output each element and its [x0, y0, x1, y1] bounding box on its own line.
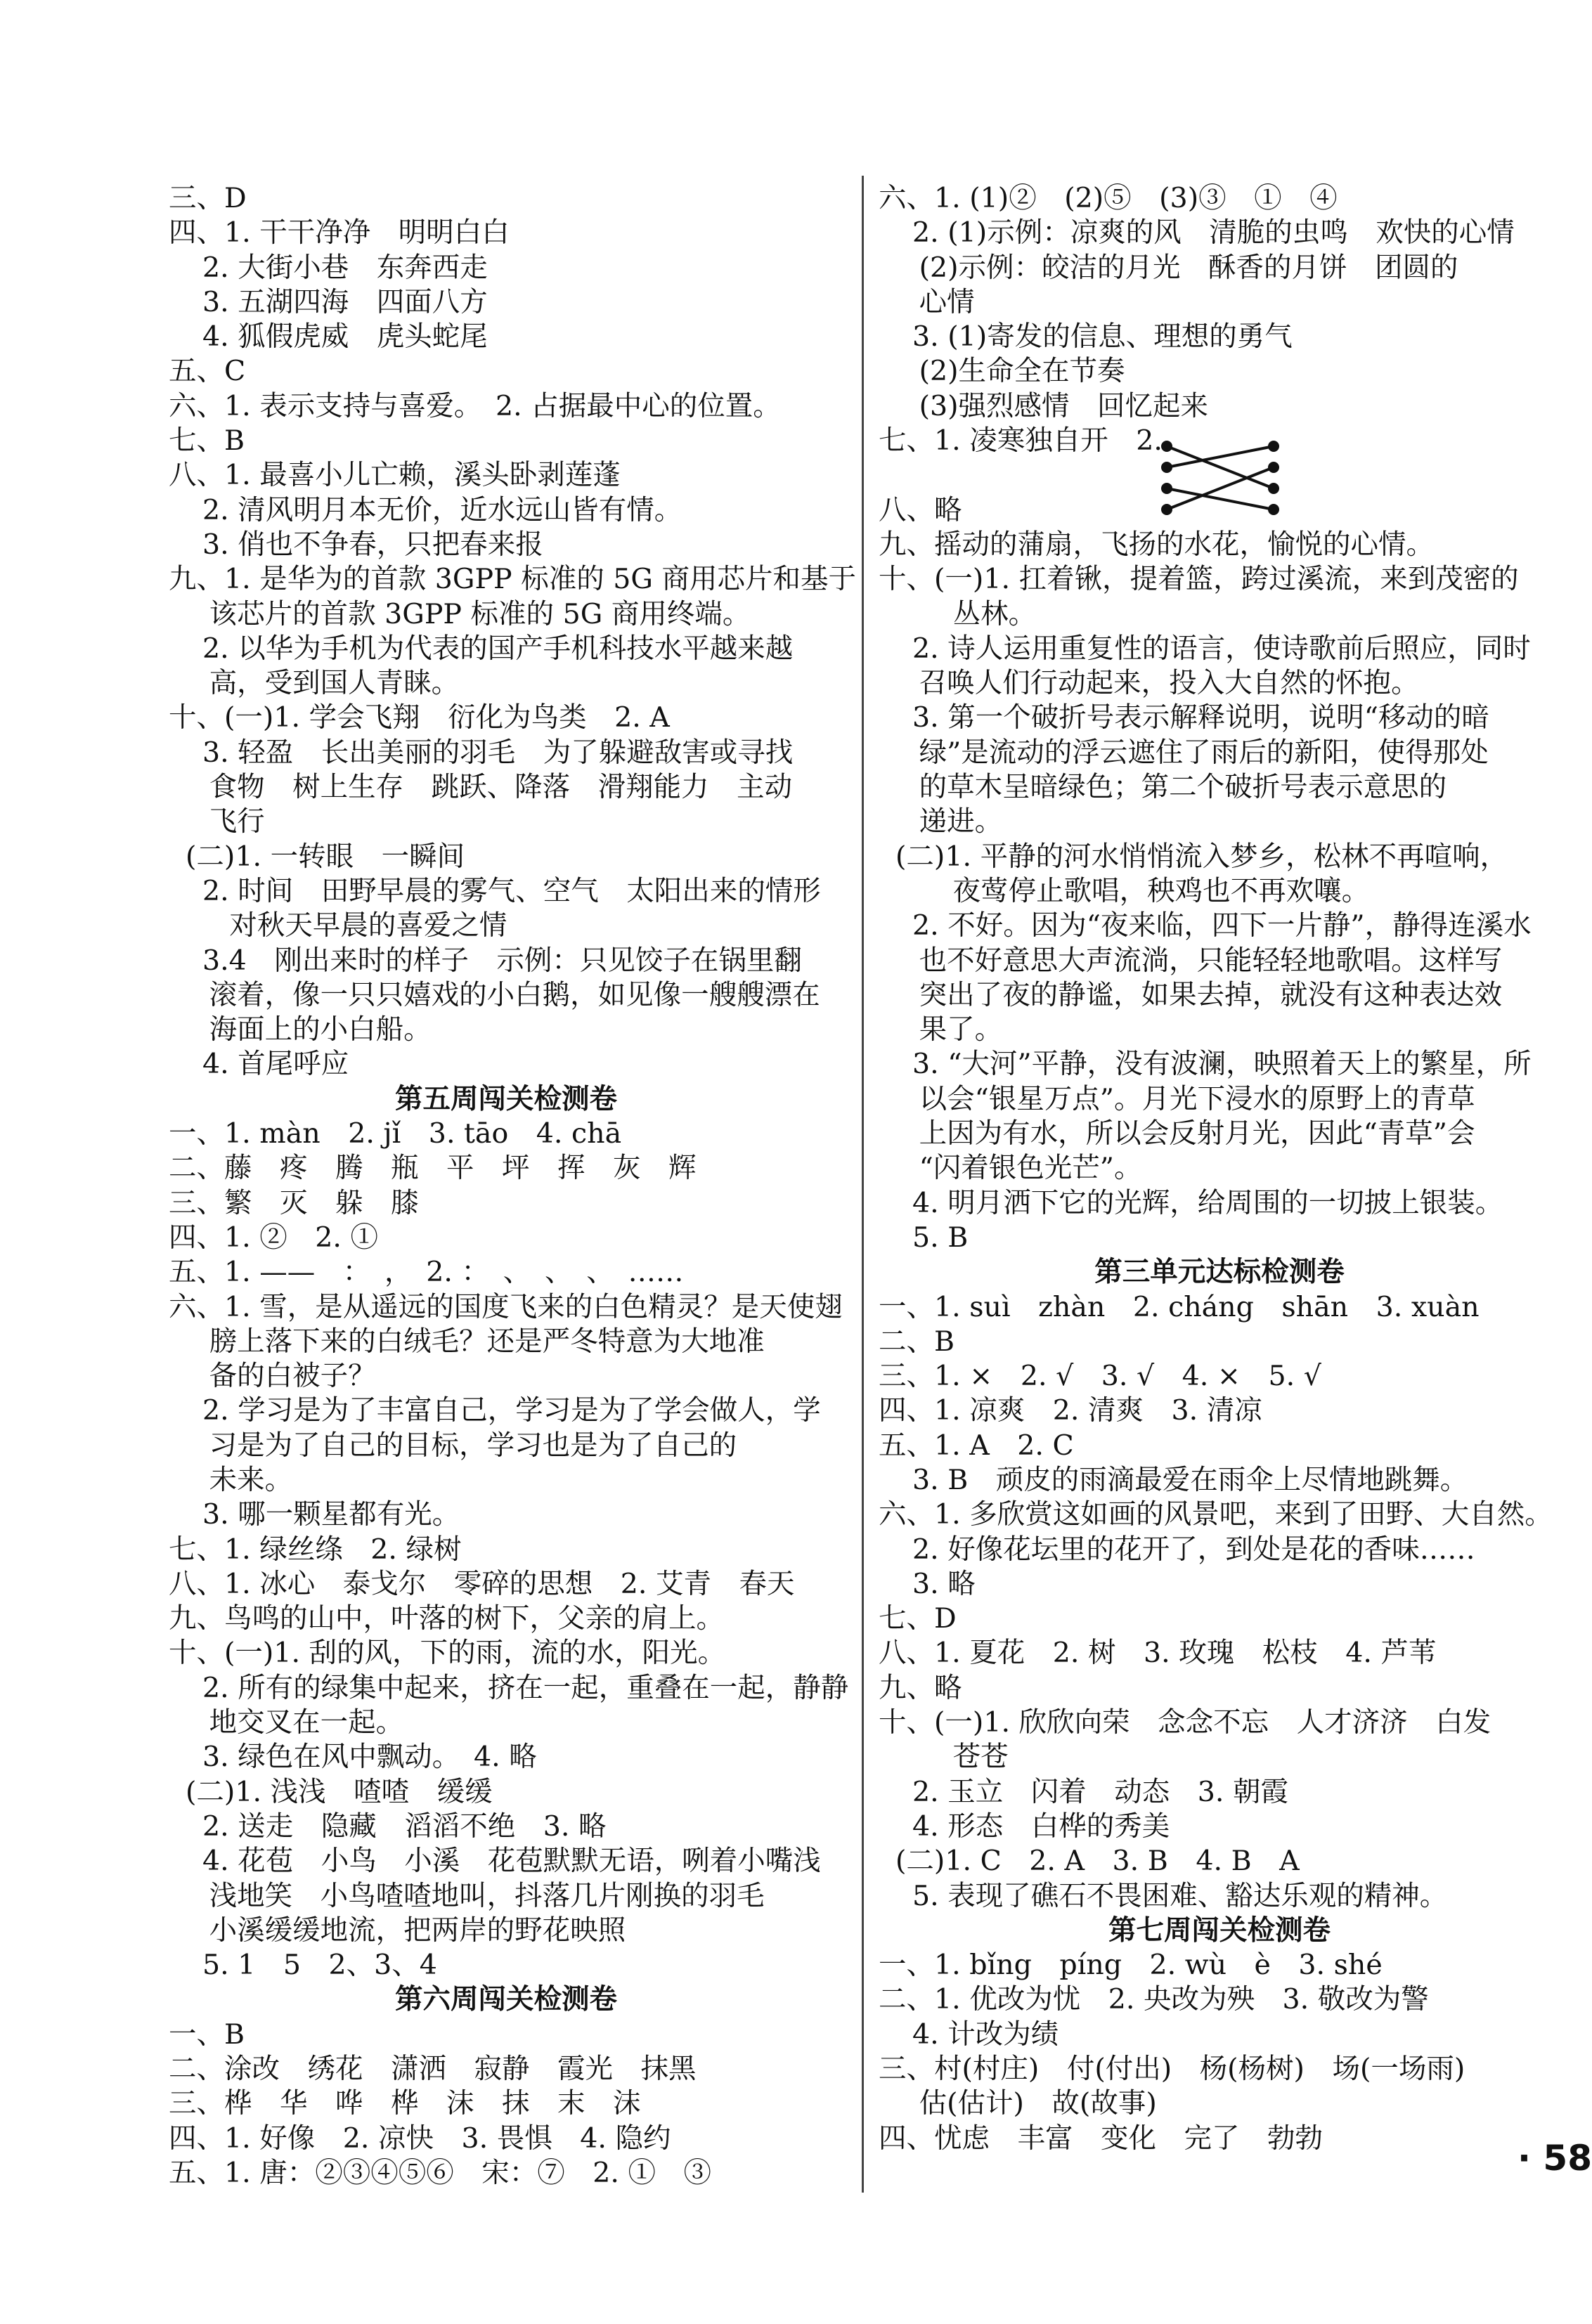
answer-line: 三、桦 华 哗 桦 沫 抹 末 沫	[169, 2087, 641, 2120]
page-number: · 58	[1517, 2138, 1592, 2179]
answer-line: 五、1. A 2. C	[879, 1429, 1074, 1462]
answer-line: 未来。	[209, 1463, 293, 1496]
section-heading: 第五周闯关检测卷	[395, 1082, 617, 1115]
answer-line: 三、繁 灭 躲 膝	[169, 1186, 419, 1219]
answer-line: 滚着，像一只只嬉戏的小白鹅，如见像一艘艘漂在	[209, 978, 820, 1011]
answer-line: 4. 计改为绩	[912, 2018, 1059, 2051]
answer-line: 2. 以华为手机为代表的国产手机科技水平越来越	[202, 632, 794, 665]
answer-line: 2. 清风明月本无价，近水远山皆有情。	[202, 493, 682, 526]
answer-line: 苍苍	[952, 1741, 1009, 1774]
answer-line: 二、涂改 绣花 潇洒 寂静 霞光 抹黑	[169, 2053, 697, 2086]
answer-line: 四、1. ② 2. ①	[169, 1221, 378, 1254]
answer-line: 绿”是流动的浮云遮住了雨后的新阳，使得那处	[919, 736, 1489, 769]
answer-line: 召唤人们行动起来，投入大自然的怀抱。	[919, 667, 1419, 700]
answer-line: 八、略	[879, 493, 962, 526]
answer-line: 五、1. —— ： ， 2. ： 、 、 、 ……	[169, 1256, 684, 1289]
answer-line: 3. 五湖四海 四面八方	[202, 285, 488, 318]
answer-line: 四、忧虑 丰富 变化 完了 勃勃	[879, 2122, 1323, 2155]
answer-line: 5. B	[912, 1221, 969, 1254]
answer-line: 该芯片的首款 3GPP 标准的 5G 商用终端。	[209, 597, 751, 630]
answer-line: 六、1. (1)② (2)⑤ (3)③ ① ④	[879, 182, 1338, 214]
answer-line: 六、1. 雪，是从遥远的国度飞来的白色精灵？是天使翅	[169, 1290, 843, 1323]
answer-line: 估(估计) 故(故事)	[919, 2087, 1157, 2120]
answer-line: 3. “大河”平静，没有波澜，映照着天上的繁星，所	[912, 1048, 1532, 1081]
answer-line: 3. 轻盈 长出美丽的羽毛 为了躲避敌害或寻找	[202, 736, 794, 769]
answer-line: 5. 1 5 2、3、4	[202, 1949, 437, 1982]
answer-line: 八、1. 冰心 泰戈尔 零碎的思想 2. 艾青 春天	[169, 1567, 795, 1600]
answer-line: 2. 时间 田野早晨的雾气、空气 太阳出来的情形	[202, 874, 821, 907]
answer-line: 2. 送走 隐藏 滔滔不绝 3. 略	[202, 1810, 607, 1843]
answer-line: 九、1. 是华为的首款 3GPP 标准的 5G 商用芯片和基于	[169, 563, 856, 596]
answer-line: 果了。	[919, 1013, 1003, 1046]
answer-line: 2. 所有的绿集中起来，挤在一起，重叠在一起，静静	[202, 1671, 849, 1704]
answer-line: 七、B	[169, 424, 245, 457]
answer-line: 七、D	[879, 1602, 957, 1635]
answer-line: 上因为有水，所以会反射月光，因此“青草”会	[919, 1117, 1475, 1150]
answer-line: 4. 狐假虎威 虎头蛇尾	[202, 320, 488, 353]
answer-line: 地交叉在一起。	[209, 1706, 404, 1739]
answer-line: 4. 花苞 小鸟 小溪 花苞默默无语，咧着小嘴浅	[202, 1845, 821, 1878]
answer-line: 三、1. × 2. √ 3. √ 4. × 5. √	[879, 1360, 1321, 1393]
answer-line: (二)1. C 2. A 3. B 4. B A	[895, 1845, 1300, 1878]
answer-line: 小溪缓缓地流，把两岸的野花映照	[209, 1914, 626, 1947]
answer-line: 3. B 顽皮的雨滴最爱在雨伞上尽情地跳舞。	[912, 1463, 1468, 1496]
answer-line: “闪着银色光芒”。	[919, 1152, 1142, 1185]
answer-line: 六、1. 多欣赏这如画的风景吧，来到了田野、大自然。	[879, 1498, 1553, 1531]
answer-line: 2. 诗人运用重复性的语言，使诗歌前后照应，同时	[912, 632, 1531, 665]
answer-line: 4. 明月洒下它的光辉，给周围的一切披上银装。	[912, 1186, 1503, 1219]
answer-line: 十、(一)1. 刮的风，下的雨，流的水，阳光。	[169, 1637, 726, 1670]
answer-line: 2. 学习是为了丰富自己，学习是为了学会做人，学	[202, 1394, 821, 1427]
answer-line: 以会“银星万点”。月光下浸水的原野上的青草	[919, 1082, 1475, 1115]
answer-line: 4. 首尾呼应	[202, 1048, 349, 1081]
answer-line: (二)1. 浅浅 喳喳 缓缓	[186, 1775, 493, 1808]
answer-line: 2. (1)示例：凉爽的风 清脆的虫鸣 欢快的心情	[912, 216, 1515, 249]
answer-line: 食物 树上生存 跳跃、降落 滑翔能力 主动	[209, 771, 793, 804]
answer-line: (二)1. 平静的河水悄悄流入梦乡，松林不再喧响，	[895, 840, 1508, 873]
answer-line: 5. 表现了礁石不畏困难、豁达乐观的精神。	[912, 1879, 1448, 1912]
answer-line: (3)强烈感情 回忆起来	[919, 389, 1209, 422]
answer-line: 四、1. 干干净净 明明白白	[169, 216, 510, 249]
answer-line: 八、1. 夏花 2. 树 3. 玫瑰 松枝 4. 芦苇	[879, 1637, 1437, 1670]
answer-line: 三、D	[169, 182, 247, 214]
answer-line: 2. 玉立 闪着 动态 3. 朝霞	[912, 1775, 1288, 1808]
answer-line: 3. 俏也不争春，只把春来报	[202, 528, 543, 561]
section-heading: 第六周闯关检测卷	[395, 1983, 617, 2016]
answer-line: 浅地笑 小鸟喳喳地叫，抖落几片刚换的羽毛	[209, 1879, 765, 1912]
answer-line: 六、1. 表示支持与喜爱。 2. 占据最中心的位置。	[169, 389, 781, 422]
answer-line: 对秋天早晨的喜爱之情	[229, 909, 507, 942]
answer-line: 七、1. 绿丝绦 2. 绿树	[169, 1533, 462, 1566]
answer-line: 的草木呈暗绿色；第二个破折号表示意思的	[919, 771, 1447, 804]
answer-line: (2)示例：皎洁的月光 酥香的月饼 团圆的	[919, 251, 1458, 284]
answer-line: 2. 大街小巷 东奔西走	[202, 251, 488, 284]
answer-line: 四、1. 凉爽 2. 清爽 3. 清凉	[879, 1394, 1262, 1427]
answer-line: 一、B	[169, 2018, 245, 2051]
answer-line: 四、1. 好像 2. 凉快 3. 畏惧 4. 隐约	[169, 2122, 671, 2155]
answer-line: 十、(一)1. 扛着锹，提着篮，跨过溪流，来到茂密的	[879, 563, 1519, 596]
answer-line: 十、(一)1. 学会飞翔 衍化为鸟类 2. A	[169, 701, 670, 734]
answer-line: 九、摇动的蒲扇，飞扬的水花，愉悦的心情。	[879, 528, 1434, 561]
answer-line: 备的白被子？	[209, 1360, 376, 1393]
answer-line: 飞行	[209, 805, 265, 838]
answer-line: 一、1. suì zhàn 2. cháng shān 3. xuàn	[879, 1290, 1480, 1323]
answer-line: 七、1. 凌寒独自开 2.	[879, 424, 1163, 457]
answer-line: 九、鸟鸣的山中，叶落的树下，父亲的肩上。	[169, 1602, 724, 1635]
answer-line: 习是为了自己的目标，学习也是为了自己的	[209, 1429, 737, 1462]
answer-line: (2)生命全在节奏	[919, 355, 1125, 388]
answer-line: 3. 第一个破折号表示解释说明，说明“移动的暗	[912, 701, 1489, 734]
section-heading: 第三单元达标检测卷	[1094, 1256, 1345, 1289]
answer-line: 夜莺停止歌唱，秧鸡也不再欢嚷。	[952, 874, 1370, 907]
answer-line: 九、略	[879, 1671, 962, 1704]
answer-line: 二、B	[879, 1325, 955, 1358]
answer-line: 递进。	[919, 805, 1003, 838]
answer-line: 五、1. 唐：②③④⑤⑥ 宋：⑦ 2. ① ③	[169, 2156, 711, 2189]
answer-line: 二、藤 疼 腾 瓶 平 坪 挥 灰 辉	[169, 1152, 697, 1185]
answer-line: 膀上落下来的白绒毛？还是严冬特意为大地准	[209, 1325, 765, 1358]
answer-line: 海面上的小白船。	[209, 1013, 432, 1046]
answer-line: 3. 哪一颗星都有光。	[202, 1498, 460, 1531]
answer-line: 三、村(村庄) 付(付出) 杨(杨树) 场(一场雨)	[879, 2053, 1465, 2086]
answer-line: (二)1. 一转眼 一瞬间	[186, 840, 465, 873]
answer-line: 十、(一)1. 欣欣向荣 念念不忘 人才济济 白发	[879, 1706, 1491, 1739]
answer-line: 也不好意思大声流淌，只能轻轻地歌唱。这样写	[919, 944, 1503, 977]
answer-line: 丛林。	[952, 597, 1037, 630]
left-column	[169, 181, 856, 2190]
answer-line: 八、1. 最喜小儿亡赖，溪头卧剥莲蓬	[169, 459, 621, 492]
answer-line: 高，受到国人青睐。	[209, 667, 460, 700]
answer-line: 3.4 刚出来时的样子 示例：只见饺子在锅里翻	[202, 944, 802, 977]
matching-lines-figure	[1161, 431, 1281, 536]
answer-line: 3. 绿色在风中飘动。 4. 略	[202, 1741, 537, 1774]
answer-line: 突出了夜的静谧，如果去掉，就没有这种表达效	[919, 978, 1503, 1011]
answer-line: 3. (1)寄发的信息、理想的勇气	[912, 320, 1293, 353]
answer-line: 心情	[919, 285, 975, 318]
answer-line: 一、1. màn 2. jǐ 3. tāo 4. chā	[169, 1117, 622, 1150]
column-divider	[862, 176, 864, 2193]
answer-line: 五、C	[169, 355, 246, 388]
answer-line: 3. 略	[912, 1567, 976, 1600]
answer-line: 2. 不好。因为“夜来临，四下一片静”，静得连溪水	[912, 909, 1532, 942]
answer-line: 二、1. 优改为忧 2. 央改为殃 3. 敬改为警	[879, 1983, 1429, 2016]
section-heading: 第七周闯关检测卷	[1108, 1914, 1331, 1947]
answer-line: 一、1. bǐng píng 2. wù è 3. shé	[879, 1949, 1383, 1982]
answer-line: 2. 好像花坛里的花开了，到处是花的香味……	[912, 1533, 1475, 1566]
answer-line: 4. 形态 白桦的秀美	[912, 1810, 1170, 1843]
